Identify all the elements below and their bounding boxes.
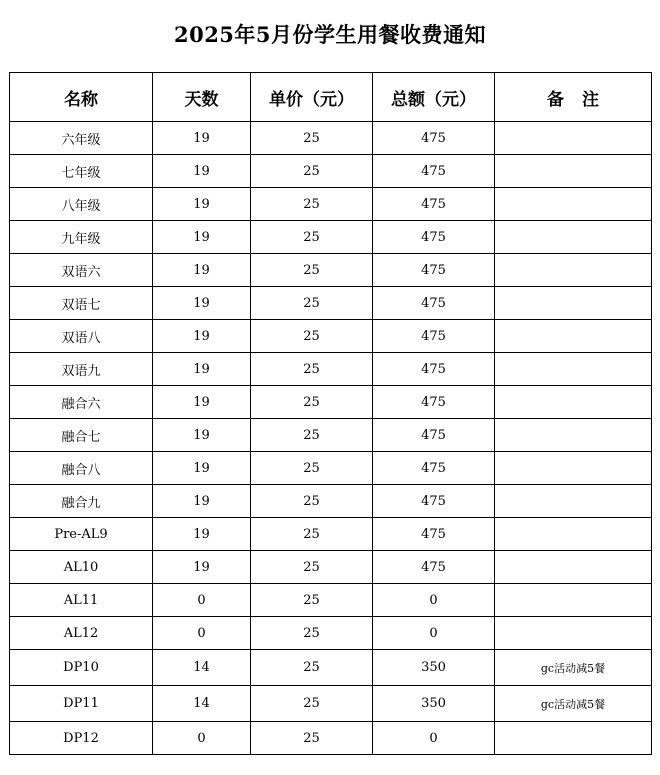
cell-total: 350 (373, 686, 495, 722)
cell-note (495, 287, 652, 320)
cell-price: 25 (251, 452, 373, 485)
table-row (10, 155, 652, 188)
header-total: 总额（元） (373, 73, 495, 122)
cell-price: 25 (251, 188, 373, 221)
cell-note (495, 122, 652, 155)
cell-price: 25 (251, 485, 373, 518)
header-remarks: 备注 (495, 73, 652, 122)
cell-note (495, 518, 652, 551)
cell-days: 0 (153, 584, 251, 617)
cell-price: 25 (251, 353, 373, 386)
cell-note (495, 452, 652, 485)
table-row (10, 551, 652, 584)
header-name: 名称 (10, 73, 153, 122)
cell-note: gc活动减5餐 (495, 650, 652, 686)
cell-total: 475 (373, 254, 495, 287)
table-row (10, 386, 652, 419)
cell-name: Pre-AL9 (10, 518, 153, 551)
cell-total: 475 (373, 386, 495, 419)
cell-days: 0 (153, 722, 251, 755)
cell-total: 475 (373, 122, 495, 155)
cell-total: 475 (373, 155, 495, 188)
fee-table (9, 72, 652, 755)
table-row (10, 485, 652, 518)
cell-price: 25 (251, 221, 373, 254)
cell-note (495, 320, 652, 353)
cell-total: 0 (373, 584, 495, 617)
cell-days: 19 (153, 155, 251, 188)
cell-name: DP11 (10, 686, 153, 722)
cell-total: 475 (373, 452, 495, 485)
cell-days: 19 (153, 221, 251, 254)
table-row (10, 221, 652, 254)
table-row (10, 353, 652, 386)
cell-total: 475 (373, 320, 495, 353)
cell-name: 双语八 (10, 320, 153, 353)
cell-total: 475 (373, 485, 495, 518)
cell-total: 475 (373, 287, 495, 320)
cell-name: 双语六 (10, 254, 153, 287)
table-row (10, 518, 652, 551)
cell-name: DP12 (10, 722, 153, 755)
cell-note (495, 419, 652, 452)
cell-days: 0 (153, 617, 251, 650)
cell-name: 七年级 (10, 155, 153, 188)
cell-days: 19 (153, 254, 251, 287)
cell-days: 19 (153, 122, 251, 155)
cell-days: 14 (153, 686, 251, 722)
cell-total: 475 (373, 518, 495, 551)
table-row (10, 584, 652, 617)
cell-price: 25 (251, 584, 373, 617)
cell-price: 25 (251, 686, 373, 722)
cell-price: 25 (251, 122, 373, 155)
table-row (10, 722, 652, 755)
cell-days: 19 (153, 386, 251, 419)
cell-price: 25 (251, 287, 373, 320)
cell-note (495, 188, 652, 221)
cell-price: 25 (251, 722, 373, 755)
cell-total: 350 (373, 650, 495, 686)
table-row (10, 452, 652, 485)
table-row (10, 617, 652, 650)
cell-total: 0 (373, 722, 495, 755)
cell-days: 19 (153, 287, 251, 320)
cell-note: gc活动减5餐 (495, 686, 652, 722)
header-days: 天数 (153, 73, 251, 122)
cell-days: 19 (153, 320, 251, 353)
cell-price: 25 (251, 155, 373, 188)
cell-note (495, 254, 652, 287)
cell-price: 25 (251, 419, 373, 452)
cell-note (495, 617, 652, 650)
cell-note (495, 551, 652, 584)
cell-name: 六年级 (10, 122, 153, 155)
cell-name: 八年级 (10, 188, 153, 221)
cell-price: 25 (251, 320, 373, 353)
table-row (10, 122, 652, 155)
cell-note (495, 485, 652, 518)
cell-total: 0 (373, 617, 495, 650)
cell-days: 19 (153, 188, 251, 221)
table-row (10, 650, 652, 686)
cell-total: 475 (373, 551, 495, 584)
cell-name: AL12 (10, 617, 153, 650)
cell-price: 25 (251, 254, 373, 287)
table-body (10, 122, 652, 755)
cell-note (495, 221, 652, 254)
cell-days: 19 (153, 452, 251, 485)
cell-name: AL10 (10, 551, 153, 584)
table-row (10, 188, 652, 221)
cell-price: 25 (251, 650, 373, 686)
table-row (10, 419, 652, 452)
cell-note (495, 722, 652, 755)
cell-name: 双语七 (10, 287, 153, 320)
cell-total: 475 (373, 419, 495, 452)
cell-note (495, 353, 652, 386)
cell-name: 融合八 (10, 452, 153, 485)
cell-price: 25 (251, 386, 373, 419)
cell-name: 双语九 (10, 353, 153, 386)
cell-days: 19 (153, 419, 251, 452)
document-title: 2025年5月份学生用餐收费通知 (173, 22, 487, 47)
cell-name: 融合九 (10, 485, 153, 518)
cell-price: 25 (251, 617, 373, 650)
cell-total: 475 (373, 188, 495, 221)
cell-price: 25 (251, 518, 373, 551)
header-unit-price: 单价（元） (251, 73, 373, 122)
cell-days: 19 (153, 485, 251, 518)
cell-name: DP10 (10, 650, 153, 686)
cell-name: 融合六 (10, 386, 153, 419)
table-row (10, 287, 652, 320)
cell-total: 475 (373, 353, 495, 386)
cell-days: 19 (153, 551, 251, 584)
table-row (10, 320, 652, 353)
table-row (10, 254, 652, 287)
cell-days: 19 (153, 353, 251, 386)
cell-total: 475 (373, 221, 495, 254)
table-row (10, 686, 652, 722)
cell-name: AL11 (10, 584, 153, 617)
header-row (10, 73, 652, 122)
cell-note (495, 155, 652, 188)
cell-name: 融合七 (10, 419, 153, 452)
cell-days: 14 (153, 650, 251, 686)
cell-note (495, 386, 652, 419)
cell-days: 19 (153, 518, 251, 551)
cell-price: 25 (251, 551, 373, 584)
cell-note (495, 584, 652, 617)
cell-name: 九年级 (10, 221, 153, 254)
